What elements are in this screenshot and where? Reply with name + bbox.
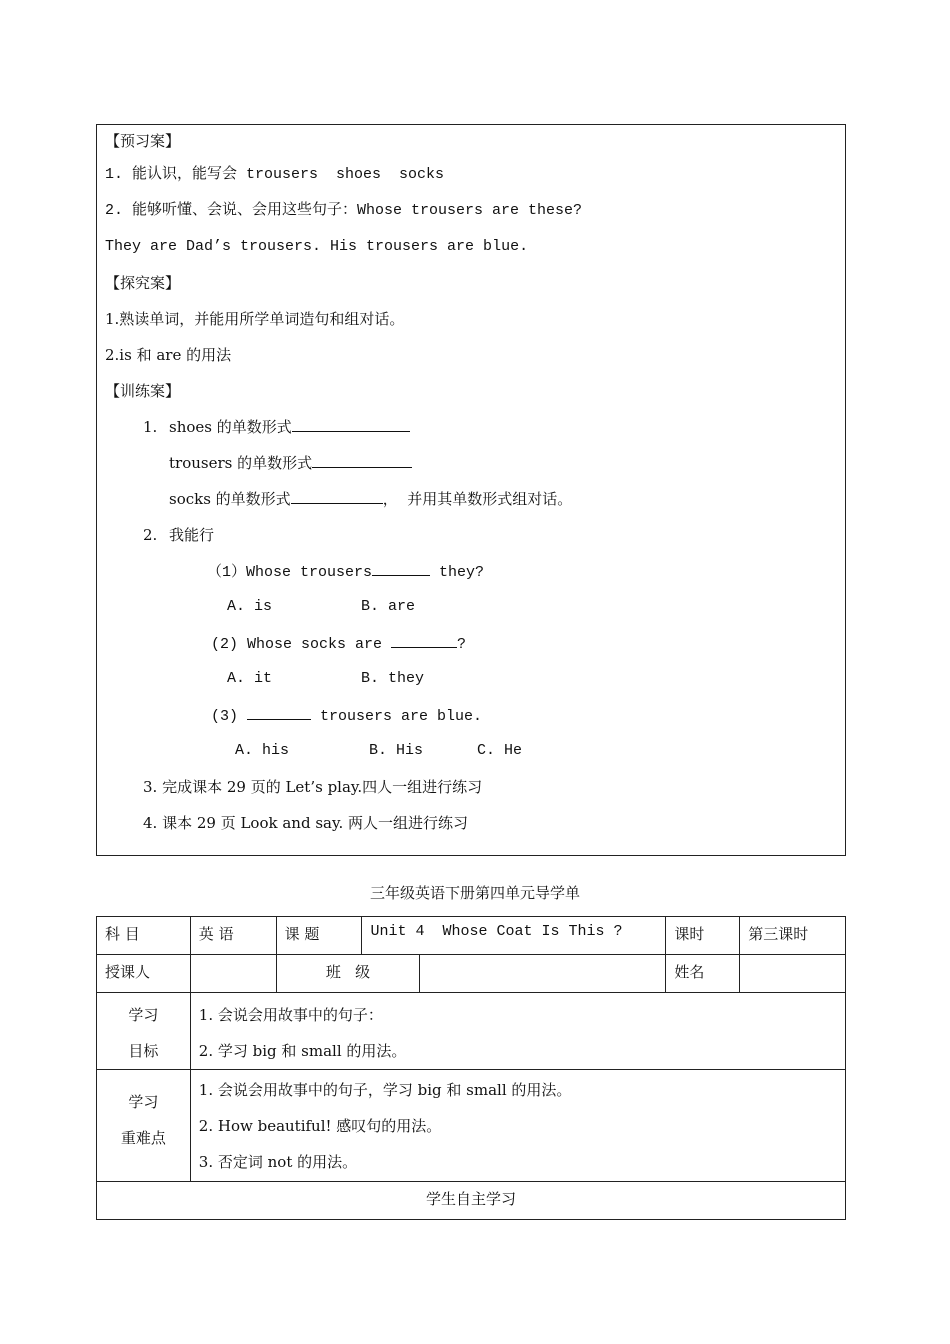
sub-question-2-option-b: B. they <box>361 670 425 687</box>
name-label: 姓名 <box>666 955 740 993</box>
q2-number: 2. <box>143 526 158 544</box>
key-point-2: 2. How beautiful! 感叹句的用法。 <box>198 1117 442 1135</box>
blank-line[interactable] <box>391 633 457 648</box>
topic-label: 课 题 <box>276 917 362 955</box>
blank-line[interactable] <box>372 561 430 576</box>
subject-value: 英 语 <box>190 917 276 955</box>
teacher-label: 授课人 <box>97 955 191 993</box>
key-points-content <box>190 1070 845 1182</box>
sub-question-3: (3) trousers are blue. <box>211 705 482 727</box>
sub-question-1: （1）Whose trousers they? <box>207 561 484 583</box>
period-label: 课时 <box>666 917 740 955</box>
teacher-value[interactable] <box>190 955 276 993</box>
blank-line[interactable] <box>247 705 311 720</box>
explore-line-1: 1.熟读单词，并能用所学单词造句和组对话。 <box>105 310 405 328</box>
preview-line-2: 2. 能够听懂、会说、会用这些句子：Whose trousers are these? <box>105 202 583 219</box>
period-value: 第三课时 <box>740 917 846 955</box>
q1-line-a: shoes 的单数形式 <box>169 417 410 437</box>
goal-1: 1. 会说会用故事中的句子： <box>198 1006 383 1024</box>
class-label: 班 级 <box>276 955 420 993</box>
self-study-heading: 学生自主学习 <box>97 1182 846 1220</box>
sub-question-3-option-a: A. his <box>235 742 290 759</box>
practice-heading: 【训练案】 <box>105 382 181 400</box>
sub-question-1-option-b: B. are <box>361 598 416 615</box>
q1-number: 1. <box>143 418 158 436</box>
explore-line-2: 2.is 和 are 的用法 <box>105 346 232 364</box>
lesson-plan-box <box>96 124 846 856</box>
q3-line: 3. 完成课本 29 页的 Let’s play.四人一组进行练习 <box>143 778 483 796</box>
blank-line[interactable] <box>292 417 410 432</box>
sub-question-2-option-a: A. it <box>227 670 273 687</box>
goal-content <box>190 993 845 1070</box>
preview-line-1: 1. 能认识，能写会 trousers shoes socks <box>105 166 445 183</box>
preview-heading: 【预习案】 <box>105 132 181 150</box>
goal-label: 学习 目标 <box>97 993 191 1070</box>
sheet-title: 三年级英语下册第四单元导学单 <box>369 884 580 902</box>
preview-line-3: They are Dad’s trousers. His trousers are blue. <box>105 238 529 255</box>
goal-2: 2. 学习 big 和 small 的用法。 <box>198 1042 407 1060</box>
q1-line-c: socks 的单数形式 ， 并用其单数形式组对话。 <box>169 490 573 508</box>
sub-question-2: (2) Whose socks are ? <box>211 633 466 655</box>
key-point-1: 1. 会说会用故事中的句子，学习 big 和 small 的用法。 <box>198 1081 572 1099</box>
q4-line: 4. 课本 29 页 Look and say. 两人一组进行练习 <box>143 814 468 832</box>
class-value[interactable] <box>420 955 666 993</box>
q2-title: 我能行 <box>169 526 215 544</box>
sub-question-3-option-b: B. His <box>369 742 424 759</box>
lesson-info-table <box>96 916 846 1220</box>
name-value[interactable] <box>740 955 846 993</box>
subject-label: 科 目 <box>97 917 191 955</box>
blank-line[interactable] <box>312 453 412 468</box>
q1-line-b: trousers 的单数形式 <box>169 453 412 473</box>
explore-heading: 【探究案】 <box>105 274 181 292</box>
topic-value: Unit 4 Whose Coat Is This ? <box>362 917 666 955</box>
key-points-label: 学习 重难点 <box>97 1070 191 1182</box>
key-point-3: 3. 否定词 not 的用法。 <box>198 1153 358 1171</box>
sub-question-1-option-a: A. is <box>227 598 273 615</box>
blank-line[interactable] <box>291 489 383 504</box>
sub-question-3-option-c: C. He <box>477 742 523 759</box>
